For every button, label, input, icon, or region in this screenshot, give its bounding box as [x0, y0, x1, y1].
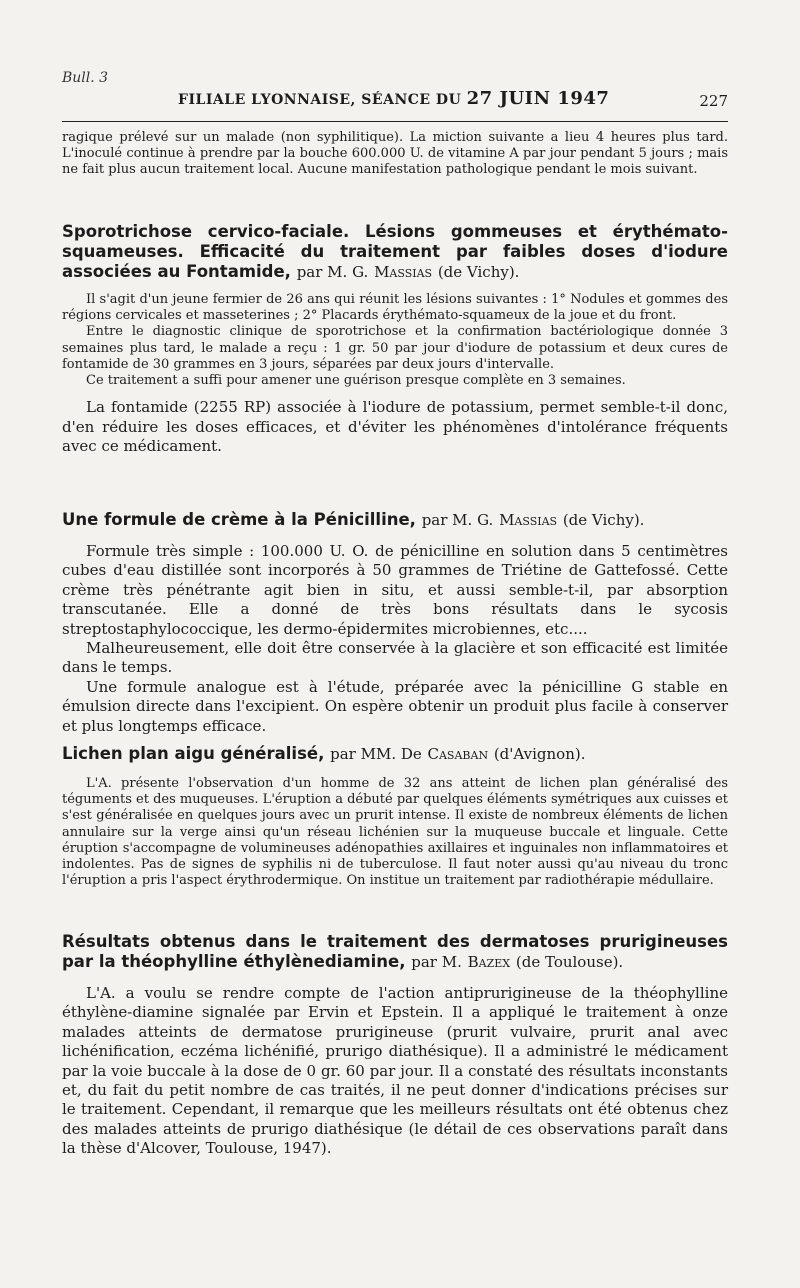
section-heading: [62, 222, 728, 282]
section-title: Résultats obtenus dans le traitement des dermatoses prurigineuses par la théophylline éthylènediamine,: [62, 932, 728, 971]
byline-suffix: (de Toulouse).: [515, 953, 624, 971]
section-heading: [62, 932, 728, 972]
byline-suffix: (de Vichy).: [437, 263, 520, 281]
paragraph: Une formule analogue est à l'étude, préparée avec la pénicilline G stable en émulsion directe dans l'excipient. On espère obtenir un produit plus facile à conserver et plus longtemps efficace.: [62, 677, 728, 735]
byline-prefix: par M.: [411, 953, 462, 971]
paragraph: La fontamide (2255 RP) associée à l'iodure de potassium, permet semble-t-il donc, d'en réduire les doses efficaces, et d'éviter les phénomènes d'intolérance fréquents avec ce médicament.: [62, 398, 728, 456]
section-title: Une formule de crème à la Pénicilline,: [62, 510, 416, 529]
paragraph: Entre le diagnostic clinique de sporotrichose et la confirmation bactériologique donnée 3 semaines plus tard, le malade a reçu : 1 gr. 50 par jour d'iodure de potassium et deux cures de fontamide de 30 grammes en 3 jours, séparées par deux jours d'intervalle.: [62, 324, 728, 372]
paragraph: L'A. présente l'observation d'un homme de 32 ans atteint de lichen plan généralisé des téguments et des muqueuses. L'éruption a débuté par quelques éléments symétriques aux cuisses et s'est généralisée en quelques jours avec un prurit intense. Il existe de nombreux éléments de lichen annulaire sur la verge ainsi qu'un réseau lichénien sur la muqueuse buccale et linguale. Cette éruption s'accompagne de volumineuses adénopathies axillaires et inguinales non inflammatoires et indolentes. Pas de signes de syphilis ni de tuberculose. Il faut noter aussi qu'au niveau du tronc l'éruption a pris l'aspect érythrodermique. On institue un traitement par radiothérapie médullaire.: [62, 776, 728, 889]
session-date: 27 JUIN 1947: [466, 88, 610, 109]
paragraph: Malheureusement, elle doit être conservée à la glacière et son efficacité est limitée dans le temps.: [62, 639, 728, 677]
section-heading: [62, 744, 728, 764]
author-name: Casaban: [427, 745, 489, 763]
section-lichen: [62, 744, 728, 889]
header-rule: [62, 121, 728, 122]
byline-suffix: (d'Avignon).: [493, 745, 586, 763]
section-sporotrichose: [62, 222, 728, 456]
byline-prefix: par MM. De: [330, 745, 422, 763]
intro-paragraph: [62, 130, 728, 179]
bulletin-label: Bull. 3: [62, 70, 109, 86]
section-title: Sporotrichose cervico-faciale. Lésions gommeuses et érythémato-squameuses. Efficacité du traitement par faibles doses d'iodure associées au Fontamide,: [62, 222, 728, 281]
byline-suffix: (de Vichy).: [562, 511, 645, 529]
intro-text: ragique prélevé sur un malade (non syphilitique). La miction suivante a lieu 4 heures plus tard. L'inoculé continue à prendre par la bouche 600.000 U. de vitamine A par jour pendant 5 jours ; mais ne fait plus aucun traitement local. Aucune manifestation pathologique pendant le mois suivant.: [62, 130, 728, 178]
byline-prefix: par M. G.: [421, 511, 494, 529]
running-header: [178, 88, 730, 109]
section-penicilline: [62, 510, 728, 736]
author-name: Massias: [499, 511, 558, 529]
section-heading: [62, 510, 728, 530]
paragraph: Ce traitement a suffi pour amener une guérison presque complète en 3 semaines.: [86, 373, 626, 389]
running-title: FILIALE LYONNAISE, SÉANCE DU: [178, 92, 462, 108]
section-title: Lichen plan aigu généralisé,: [62, 744, 325, 763]
byline-prefix: par M. G.: [296, 263, 369, 281]
paragraph: Il s'agit d'un jeune fermier de 26 ans qui réunit les lésions suivantes : 1° Nodules et gommes des régions cervicales et masseterines ; 2° Placards érythémato-squameux de la joue et du front.: [62, 292, 728, 324]
paragraph: L'A. a voulu se rendre compte de l'action antiprurigineuse de la théophylline éthylène-diamine signalée par Ervin et Epstein. Il a appliqué le traitement à onze malades atteints de dermatose prurigineuse (prurit vulvaire, prurit anal avec lichénification, eczéma lichénifié, prurigo diathésique). Il a administré le médicament par la voie buccale à la dose de 0 gr. 60 par jour. Il a constaté des résultats inconstants et, du fait du petit nombre de cas traités, il ne peut donner d'indications précises sur le traitement. Cependant, il remarque que les meilleurs résultats ont été obtenus chez des malades atteints de prurigo diathésique (le détail de ces observations paraît dans la thèse d'Alcover, Toulouse, 1947).: [62, 984, 728, 1158]
author-name: Bazex: [467, 953, 511, 971]
author-name: Massias: [374, 263, 433, 281]
paragraph: Formule très simple : 100.000 U. O. de pénicilline en solution dans 5 centimètres cubes d'eau distillée sont incorporés à 50 grammes de Triétine de Gattefossé. Cette crème très pénétrante agit bien in situ, et aussi semble-t-il, par absorption transcutanée. Elle a donné de très bons résultats dans le sycosis streptostaphylococcique, les dermo-épidermites microbiennes, etc....: [62, 542, 728, 638]
section-theophylline: [62, 932, 728, 1159]
page-number: 227: [699, 92, 728, 110]
